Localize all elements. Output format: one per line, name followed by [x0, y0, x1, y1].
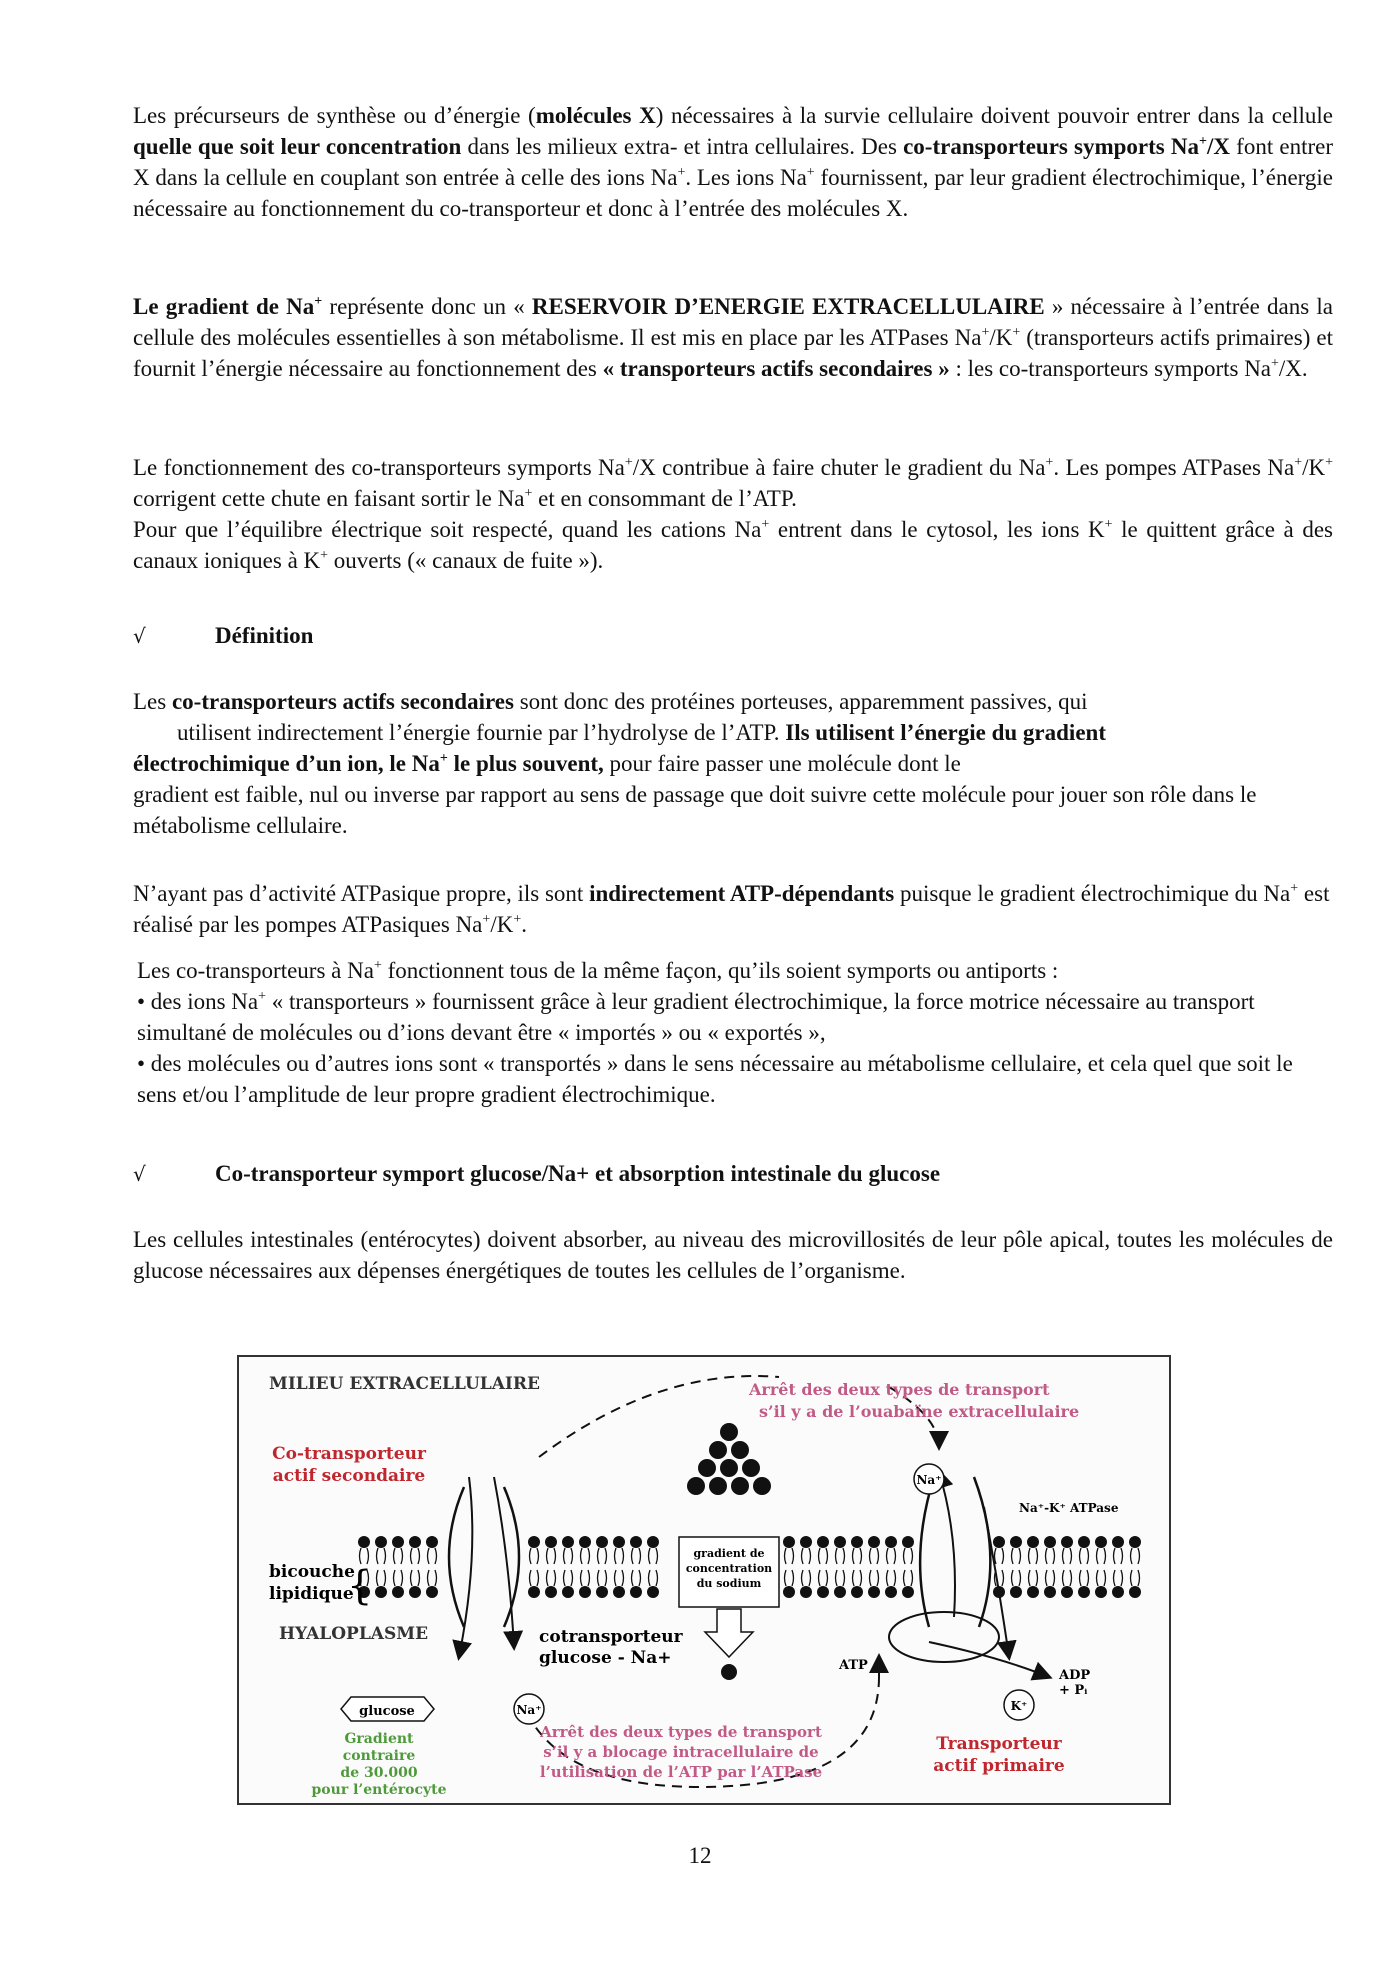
lipid-tail: [1114, 1548, 1116, 1564]
lipid-head: [1044, 1536, 1056, 1548]
arrow-k-in: [984, 1507, 1009, 1657]
lipid-head: [1027, 1536, 1039, 1548]
lipid-tail: [581, 1548, 583, 1564]
lipid-tail: [1002, 1570, 1004, 1586]
lipid-tail: [1138, 1570, 1140, 1586]
lipid-tail: [1053, 1570, 1055, 1586]
lipid-tail: [360, 1548, 362, 1564]
lipid-tail: [1138, 1548, 1140, 1564]
lipid-head: [613, 1586, 625, 1598]
lipid-tail: [1104, 1570, 1106, 1586]
lipid-tail: [911, 1548, 913, 1564]
lipid-head: [528, 1586, 540, 1598]
paragraph-atp-dependants: N’ayant pas d’activité ATPasique propre, ils sont indirectement ATP-dépendants puisque le gradient électrochimique du Na+ est réalisé par les pompes ATPasiques Na+/K+.: [133, 881, 1330, 937]
lipid-tail: [1104, 1548, 1106, 1564]
lipid-tail: [843, 1570, 845, 1586]
lipid-tail: [411, 1548, 413, 1564]
lipid-tail: [649, 1570, 651, 1586]
lipid-tail: [802, 1548, 804, 1564]
lipid-head: [426, 1536, 438, 1548]
sodium-dots: [687, 1423, 771, 1495]
lipid-tail: [860, 1570, 862, 1586]
paragraph-cotransporteurs-na: Les co-transporteurs à Na+ fonctionnent tous de la même façon, qu’ils soient symports ou antiports : • des ions Na+ « transporteurs » fournissent grâce à leur gradient électrochimique, la force motrice nécessaire au transport simultané de molécules ou d’ions devant être « importés » ou « exportés », • des molécules ou d’autres ions sont « transportés » dans le sens nécessaire au métabolisme cellulaire, et cela quel que soit le sens et/ou l’amplitude de leur propre gradient électrochimique.: [137, 958, 1293, 1107]
lipid-tail: [1053, 1548, 1055, 1564]
sodium-dot: [709, 1477, 727, 1495]
lipid-head: [562, 1586, 574, 1598]
lipid-tail: [1121, 1570, 1123, 1586]
paragraph-definition: Les co-transporteurs actifs secondaires sont donc des protéines porteuses, apparemment passives, qui utilisent indirectement l’énergie fournie par l’hydrolyse de l’ATP. Ils utilisent l’énergie du gradient électrochimique d’un ion, le Na+ le plus souvent, pour faire passer une molécule dont le gradient est faible, nul ou inverse par rapport au sens de passage que doit suivre cette molécule pour jouer son rôle dans le métabolisme cellulaire.: [133, 689, 1257, 838]
lipid-head: [647, 1536, 659, 1548]
lipid-tail: [792, 1570, 794, 1586]
sodium-dot: [709, 1441, 727, 1459]
lipid-tail: [1046, 1548, 1048, 1564]
label-adp: ADP: [1059, 1668, 1091, 1683]
check-icon: √: [133, 624, 146, 648]
lipid-tail: [656, 1570, 658, 1586]
lipid-head: [834, 1586, 846, 1598]
label-gradient-contraire-2: contraire: [342, 1748, 416, 1764]
label-arret-top-1: Arrêt des deux types de transport: [749, 1380, 1050, 1399]
heading-cotransporteur-glucose: √ Co-transporteur symport glucose/Na+ et absorption intestinale du glucose: [133, 1158, 940, 1190]
sodium-dot: [720, 1423, 738, 1441]
gradient-box-line-3: du sodium: [696, 1577, 762, 1590]
sodium-dot: [753, 1477, 771, 1495]
atpase-left-wall: [920, 1477, 934, 1627]
label-transporteur-primaire-1: Transporteur: [936, 1734, 1062, 1754]
lipid-tail: [853, 1570, 855, 1586]
lipid-tail: [1087, 1548, 1089, 1564]
lipid-tail: [894, 1548, 896, 1564]
label-milieu-extracellulaire: MILIEU EXTRACELLULAIRE: [269, 1374, 540, 1394]
lipid-head: [392, 1586, 404, 1598]
lipid-tail: [870, 1548, 872, 1564]
lipid-head: [817, 1536, 829, 1548]
lipid-head: [1078, 1586, 1090, 1598]
label-cotransporteur-2: actif secondaire: [272, 1466, 426, 1486]
lipid-tail: [605, 1548, 607, 1564]
lipid-tail: [530, 1548, 532, 1564]
lipid-head: [426, 1586, 438, 1598]
lipid-tail: [853, 1548, 855, 1564]
lipid-head: [528, 1536, 540, 1548]
lipid-tail: [1012, 1548, 1014, 1564]
label-hyaloplasme: HYALOPLASME: [279, 1624, 429, 1644]
lipid-tail: [649, 1548, 651, 1564]
arrow-glucose-in: [459, 1477, 472, 1657]
lipid-head: [375, 1536, 387, 1548]
lipid-head: [1010, 1536, 1022, 1548]
lipid-head: [630, 1536, 642, 1548]
lipid-tail: [418, 1570, 420, 1586]
lipid-tail: [877, 1548, 879, 1564]
lipid-tail: [639, 1570, 641, 1586]
lipid-tail: [802, 1570, 804, 1586]
label-na-top: Na⁺: [916, 1473, 942, 1487]
lipid-tail: [887, 1570, 889, 1586]
page-number: 12: [688, 1843, 712, 1868]
gradient-box-line-1: gradient de: [693, 1547, 765, 1560]
lipid-tail: [411, 1570, 413, 1586]
lipid-tail: [1070, 1548, 1072, 1564]
lipid-head: [902, 1536, 914, 1548]
lipid-tail: [564, 1570, 566, 1586]
lipid-tail: [435, 1548, 437, 1564]
lipid-head: [1078, 1536, 1090, 1548]
lipid-tail: [384, 1548, 386, 1564]
lipid-tail: [622, 1548, 624, 1564]
lipid-tail: [1070, 1570, 1072, 1586]
lipid-tail: [1097, 1570, 1099, 1586]
lipid-tail: [615, 1548, 617, 1564]
lipid-tail: [887, 1548, 889, 1564]
lipid-head: [902, 1586, 914, 1598]
label-bicouche-1: bicouche: [269, 1562, 355, 1582]
lipid-tail: [367, 1548, 369, 1564]
lipid-tail: [428, 1570, 430, 1586]
lipid-head: [1010, 1586, 1022, 1598]
lipid-tail: [401, 1570, 403, 1586]
lipid-tail: [639, 1548, 641, 1564]
lipid-tail: [1131, 1548, 1133, 1564]
label-cotrans-glucose-1: cotransporteur: [539, 1627, 683, 1647]
label-bicouche-2: lipidique: [269, 1584, 354, 1604]
arrow-na-out: [939, 1472, 955, 1617]
lipid-tail: [1087, 1570, 1089, 1586]
lipid-tail: [1029, 1570, 1031, 1586]
lipid-head: [1061, 1536, 1073, 1548]
lipid-head: [545, 1536, 557, 1548]
gradient-down-arrow: [705, 1609, 753, 1657]
lipid-tail: [792, 1548, 794, 1564]
lipid-tail: [1046, 1570, 1048, 1586]
lipid-head: [1061, 1586, 1073, 1598]
lipid-tail: [826, 1548, 828, 1564]
lipid-head: [630, 1586, 642, 1598]
lipid-tail: [564, 1548, 566, 1564]
lipid-tail: [1002, 1548, 1004, 1564]
lipid-tail: [785, 1548, 787, 1564]
label-na-bottom: Na⁺: [516, 1703, 542, 1717]
lipid-tail: [1036, 1570, 1038, 1586]
lipid-tail: [632, 1548, 634, 1564]
paragraph-gradient-na: Le gradient de Na+ représente donc un « RESERVOIR D’ENERGIE EXTRACELLULAIRE » nécessaire à l’entrée dans la cellule des molécules essentielles à son métabolisme. Il est mis en place par les ATPases Na+/K+ (transporteurs actifs primaires) et fournit l’énergie nécessaire au fonctionnement des « transporteurs actifs secondaires » : les co-transporteurs symports Na+/X.: [133, 294, 1333, 381]
lipid-tail: [809, 1570, 811, 1586]
lipid-tail: [377, 1570, 379, 1586]
lipid-tail: [615, 1570, 617, 1586]
paragraph-precurseurs: Les précurseurs de synthèse ou d’énergie (molécules X) nécessaires à la survie cellulaire doivent pouvoir entrer dans la cellule quelle que soit leur concentration dans les milieux extra- et intra cellulaires. Des co-transporteurs symports Na+/X font entrer X dans la cellule en couplant son entrée à celle des ions Na+. Les ions Na+ fournissent, par leur gradient électrochimique, l’énergie nécessaire au fonctionnement du co-transporteur et donc à l’entrée des molécules X.: [133, 103, 1334, 221]
lipid-head: [1027, 1586, 1039, 1598]
sodium-dot: [731, 1477, 749, 1495]
lipid-tail: [1063, 1570, 1065, 1586]
label-arret-bottom-3: l’utilisation de l’ATP par l’ATPase: [539, 1763, 823, 1781]
diagram-svg: [239, 1357, 1169, 1803]
lipid-tail: [1019, 1548, 1021, 1564]
lipid-tail: [836, 1570, 838, 1586]
lipid-tail: [911, 1570, 913, 1586]
lipid-tail: [598, 1570, 600, 1586]
lipid-tail: [894, 1570, 896, 1586]
lipid-head: [800, 1586, 812, 1598]
lipid-head: [1129, 1586, 1141, 1598]
lipid-tail: [1029, 1548, 1031, 1564]
lipid-tail: [826, 1570, 828, 1586]
lipid-head: [817, 1586, 829, 1598]
lipid-tail: [588, 1548, 590, 1564]
lipid-head: [596, 1536, 608, 1548]
lipid-tail: [537, 1548, 539, 1564]
lipid-head: [868, 1536, 880, 1548]
lipid-tail: [547, 1570, 549, 1586]
label-gradient-contraire-1: Gradient: [344, 1731, 414, 1747]
lipid-head: [545, 1586, 557, 1598]
lipid-tail: [819, 1570, 821, 1586]
lipid-tail: [547, 1548, 549, 1564]
heading-definition: √ Définition: [133, 620, 313, 652]
lipid-tail: [904, 1548, 906, 1564]
lipid-tail: [1036, 1548, 1038, 1564]
lipid-tail: [843, 1548, 845, 1564]
lipid-tail: [1012, 1570, 1014, 1586]
lipid-tail: [809, 1548, 811, 1564]
label-cotransporteur-1: Co-transporteur: [272, 1444, 426, 1464]
lipid-head: [375, 1586, 387, 1598]
lipid-tail: [384, 1570, 386, 1586]
lipid-head: [409, 1586, 421, 1598]
lipid-head: [885, 1586, 897, 1598]
figure-transport-diagram: [237, 1355, 1171, 1805]
lipid-tail: [860, 1548, 862, 1564]
lipid-tail: [571, 1570, 573, 1586]
arrow-atp-to-adp: [929, 1642, 1049, 1677]
lipid-head: [783, 1536, 795, 1548]
lipid-tail: [656, 1548, 658, 1564]
label-arret-bottom-1: Arrêt des deux types de transport: [540, 1723, 822, 1741]
sodium-dot-low: [721, 1664, 737, 1680]
label-gradient-contraire-4: pour l’entérocyte: [311, 1782, 447, 1798]
lipid-tail: [1080, 1548, 1082, 1564]
lipid-tail: [394, 1570, 396, 1586]
lipid-tail: [1019, 1570, 1021, 1586]
lipid-head: [358, 1536, 370, 1548]
sodium-dot: [742, 1459, 760, 1477]
lipid-head: [1112, 1586, 1124, 1598]
label-arret-bottom-2: s’il y a blocage intracellulaire de: [543, 1743, 819, 1761]
lipid-head: [885, 1536, 897, 1548]
brace-icon: {: [347, 1563, 373, 1609]
sodium-dot: [698, 1459, 716, 1477]
label-arret-top-2: s’il y a de l’ouabaïne extracellulaire: [759, 1402, 1080, 1421]
lipid-head: [1129, 1536, 1141, 1548]
sodium-dot: [687, 1477, 705, 1495]
lipid-head: [1112, 1536, 1124, 1548]
label-atp: ATP: [839, 1658, 868, 1673]
lipid-tail: [1131, 1570, 1133, 1586]
lipid-head: [1095, 1586, 1107, 1598]
lipid-head: [579, 1536, 591, 1548]
paragraph-enterocytes: Les cellules intestinales (entérocytes) doivent absorber, au niveau des microvillosités de leur pôle apical, toutes les molécules de glucose nécessaires aux dépenses énergétiques de toutes les cellules de l’organisme.: [133, 1227, 1333, 1283]
lipid-head: [851, 1586, 863, 1598]
lipid-tail: [1114, 1570, 1116, 1586]
lipid-tail: [581, 1570, 583, 1586]
label-gradient-contraire-3: de 30.000: [340, 1765, 418, 1781]
atpase-right-wall: [974, 1477, 990, 1627]
lipid-tail: [588, 1570, 590, 1586]
paragraph-fonctionnement: Le fonctionnement des co-transporteurs symports Na+/X contribue à faire chuter le gradient du Na+. Les pompes ATPases Na+/K+ corrigent cette chute en faisant sortir le Na+ et en consommant de l’ATP. Pour que l’équilibre électrique soit respecté, quand les cations Na+ entrent dans le cytosol, les ions K+ le quittent grâce à des canaux ioniques à K+ ouverts (« canaux de fuite »).: [133, 455, 1333, 573]
lipid-tail: [904, 1570, 906, 1586]
lipid-tail: [1097, 1548, 1099, 1564]
lipid-head: [1044, 1586, 1056, 1598]
lipid-tail: [785, 1570, 787, 1586]
cotransporter-left-wall: [449, 1487, 464, 1627]
lipid-tail: [870, 1570, 872, 1586]
lipid-head: [834, 1536, 846, 1548]
lipid-tail: [877, 1570, 879, 1586]
lipid-tail: [530, 1570, 532, 1586]
gradient-box-line-2: concentration: [685, 1562, 773, 1575]
lipid-tail: [418, 1548, 420, 1564]
sodium-dot: [731, 1441, 749, 1459]
lipid-head: [579, 1586, 591, 1598]
label-atpase: Na⁺-K⁺ ATPase: [1019, 1501, 1119, 1515]
lipid-head: [868, 1586, 880, 1598]
lipid-head: [392, 1536, 404, 1548]
lipid-head: [596, 1586, 608, 1598]
lipid-tail: [598, 1548, 600, 1564]
lipid-head: [409, 1536, 421, 1548]
lipid-tail: [428, 1548, 430, 1564]
lipid-head: [993, 1536, 1005, 1548]
lipid-tail: [394, 1548, 396, 1564]
lipid-tail: [836, 1548, 838, 1564]
lipid-tail: [622, 1570, 624, 1586]
label-cotrans-glucose-2: glucose - Na+: [539, 1648, 672, 1668]
lipid-tail: [435, 1570, 437, 1586]
lipid-tail: [554, 1570, 556, 1586]
lipid-tail: [537, 1570, 539, 1586]
check-icon: √: [133, 1162, 146, 1186]
lipid-tail: [401, 1548, 403, 1564]
lipid-tail: [571, 1548, 573, 1564]
lipid-tail: [632, 1570, 634, 1586]
label-glucose: glucose: [359, 1704, 415, 1719]
lipid-tail: [819, 1548, 821, 1564]
lipid-head: [647, 1586, 659, 1598]
lipid-tail: [605, 1570, 607, 1586]
label-adp-pi: + Pᵢ: [1059, 1683, 1088, 1698]
label-transporteur-primaire-2: actif primaire: [933, 1756, 1065, 1776]
lipid-tail: [1063, 1548, 1065, 1564]
label-k-ion: K⁺: [1010, 1699, 1028, 1713]
lipid-tail: [377, 1548, 379, 1564]
lipid-head: [851, 1536, 863, 1548]
lipid-head: [613, 1536, 625, 1548]
lipid-tail: [1080, 1570, 1082, 1586]
lipid-tail: [1121, 1548, 1123, 1564]
lipid-head: [562, 1536, 574, 1548]
lipid-head: [800, 1536, 812, 1548]
lipid-head: [1095, 1536, 1107, 1548]
sodium-dot: [720, 1459, 738, 1477]
lipid-head: [783, 1586, 795, 1598]
lipid-tail: [554, 1548, 556, 1564]
